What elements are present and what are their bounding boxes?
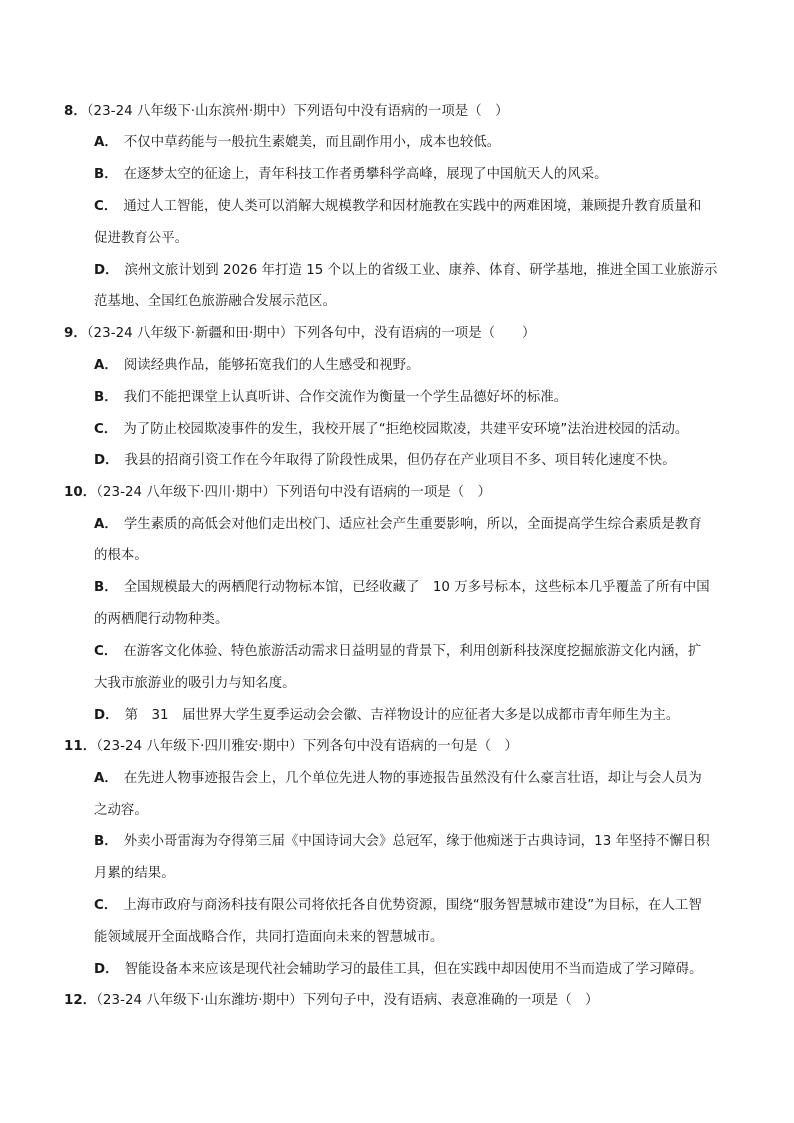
option-text: 学生素质的高低会对他们走出校门、适应社会产生重要影响，所以，全面提高学生综合素质是教育 [123, 517, 702, 532]
question-number: 11． [64, 739, 97, 754]
option-text: 范基地、全国红色旅游融合发展示范区。 [94, 294, 336, 309]
question-11-option-b-continued [94, 864, 175, 884]
question-9-option-d [94, 451, 676, 471]
option-letter: C． [94, 199, 118, 214]
option-text: 月累的结果。 [94, 866, 175, 881]
question-8-option-c [94, 197, 701, 217]
option-letter: B． [94, 580, 118, 595]
question-9-option-a [94, 356, 420, 376]
question-12-stem [64, 991, 599, 1011]
question-10-stem [64, 483, 491, 503]
option-text: 上海市政府与商汤科技有限公司将依托各自优势资源，围绕“服务智慧城市建设”为目标，在人工智 [123, 898, 702, 913]
question-number: 8． [64, 104, 87, 119]
option-text: 我们不能把课堂上认真听讲、合作交流作为衡量一个学生品德好坏的标准。 [123, 390, 568, 405]
option-text: 滨州文旅计划到 2026 年打造 15 个以上的省级工业、康养、体育、研学基地，推进全国工业旅游示 [124, 263, 718, 278]
question-10-option-d [94, 706, 679, 726]
option-letter: A． [94, 771, 118, 786]
option-text: 在游客文化体验、特色旅游活动需求日益明显的背景下，利用创新科技深度挖掘旅游文化内涵，扩 [123, 644, 702, 659]
option-letter: D． [94, 453, 119, 468]
question-9-option-c [94, 420, 688, 440]
option-letter: B． [94, 834, 118, 849]
question-8-option-d [94, 261, 717, 281]
option-text: 外卖小哥雷海为夺得第三届《中国诗词大会》总冠军，缘于他痴迷于古典诗词，13 年坚持不懈日积 [123, 834, 710, 849]
question-11-option-a [94, 769, 702, 789]
question-8-option-a [94, 133, 500, 153]
option-text: 为了防止校园欺凌事件的发生，我校开展了“拒绝校园欺凌，共建平安环境”法治进校园的活动。 [123, 422, 689, 437]
question-11-option-d [94, 960, 703, 980]
question-number: 12． [64, 993, 97, 1008]
question-11-stem [64, 737, 518, 757]
question-stem-text: （23-24 八年级下·四川雅安·期中）下列各句中没有语病的一句是（ ） [96, 739, 518, 754]
option-text: 大我市旅游业的吸引力与知名度。 [94, 676, 296, 691]
option-letter: B． [94, 390, 118, 405]
question-10-option-a-continued [94, 546, 148, 566]
question-8-stem [64, 102, 509, 122]
option-text: 通过人工智能，使人类可以消解大规模教学和因材施教在实践中的两难困境，兼顾提升教育质量和 [123, 199, 702, 214]
question-stem-text: （23-24 八年级下·山东潍坊·期中）下列句子中，没有语病、表意准确的一项是（ ） [96, 993, 599, 1008]
question-8-option-d-continued [94, 292, 336, 312]
question-10-option-a [94, 515, 702, 535]
question-8-option-c-continued [94, 229, 188, 249]
option-text: 第 31 届世界大学生夏季运动会会徽、吉祥物设计的应征者大多是以成都市青年师生为主。 [124, 708, 680, 723]
question-9-stem [64, 324, 535, 344]
option-text: 我县的招商引资工作在今年取得了阶段性成果，但仍存在产业项目不多、项目转化速度不快。 [124, 453, 676, 468]
option-letter: A． [94, 358, 118, 373]
option-text: 之动容。 [94, 803, 148, 818]
question-9-option-b [94, 388, 567, 408]
question-10-option-c-continued [94, 674, 296, 694]
question-8-option-b [94, 165, 608, 185]
question-10-option-b-continued [94, 610, 228, 630]
question-11-option-b [94, 832, 710, 852]
option-text: 全国规模最大的两栖爬行动物标本馆，已经收藏了 10 万多号标本，这些标本几乎覆盖了所有中国 [123, 580, 710, 595]
question-10-option-c [94, 642, 701, 662]
question-11-option-a-continued [94, 801, 148, 821]
question-number: 10． [64, 485, 97, 500]
question-stem-text: （23-24 八年级下·新疆和田·期中）下列各句中，没有语病的一项是（ ） [86, 326, 536, 341]
option-text: 不仅中草药能与一般抗生素媲美，而且副作用小，成本也较低。 [123, 135, 501, 150]
question-stem-text: （23-24 八年级下·山东滨州·期中）下列语句中没有语病的一项是（ ） [86, 104, 509, 119]
question-number: 9． [64, 326, 87, 341]
option-text: 阅读经典作品，能够拓宽我们的人生感受和视野。 [123, 358, 420, 373]
option-text: 的两栖爬行动物种类。 [94, 612, 229, 627]
option-letter: C． [94, 898, 118, 913]
option-letter: D． [94, 708, 119, 723]
option-text: 的根本。 [94, 548, 148, 563]
option-letter: C． [94, 644, 118, 659]
question-stem-text: （23-24 八年级下·四川·期中）下列语句中没有语病的一项是（ ） [96, 485, 492, 500]
option-text: 智能设备本来应该是现代社会辅助学习的最佳工具，但在实践中却因使用不当而造成了学习障碍。 [124, 962, 703, 977]
option-letter: D． [94, 962, 119, 977]
option-letter: A． [94, 135, 118, 150]
question-11-option-c [94, 896, 702, 916]
option-text: 在先进人物事迹报告会上，几个单位先进人物的事迹报告虽然没有什么豪言壮语，却让与会人员为 [123, 771, 702, 786]
option-text: 在逐梦太空的征途上，青年科技工作者勇攀科学高峰，展现了中国航天人的风采。 [123, 167, 608, 182]
option-letter: A． [94, 517, 118, 532]
question-10-option-b [94, 578, 710, 598]
option-text: 促进教育公平。 [94, 231, 189, 246]
option-letter: C． [94, 422, 118, 437]
option-letter: D． [94, 263, 119, 278]
question-11-option-c-continued [94, 928, 443, 948]
option-text: 能领域展开全面战略合作，共同打造面向未来的智慧城市。 [94, 930, 444, 945]
option-letter: B． [94, 167, 118, 182]
